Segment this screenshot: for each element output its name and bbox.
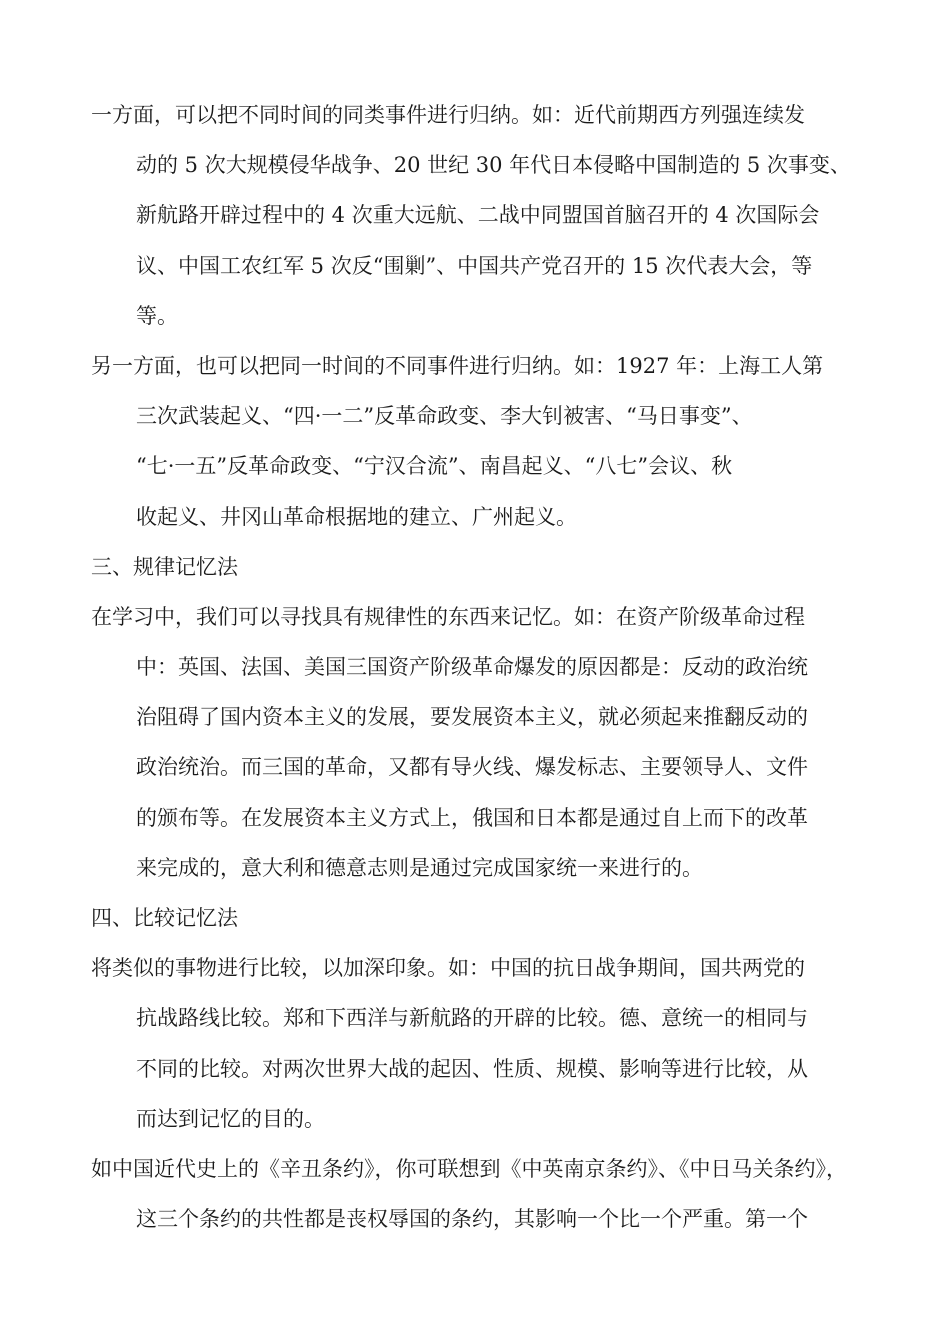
paragraph-line: “七·一五”反革命政变、“宁汉合流”、南昌起义、“八七”会议、秋	[136, 454, 733, 479]
paragraph-first-line: 如中国近代史上的《辛丑条约》，你可联想到《中英南京条约》、《中日马关条约》，	[91, 1156, 847, 1181]
paragraph-first-line: 在学习中，我们可以寻找具有规律性的东西来记忆。如：在资产阶级革命过程	[91, 604, 805, 629]
paragraph	[91, 341, 861, 542]
paragraph-line: 不同的比较。对两次世界大战的起因、性质、规模、影响等进行比较，从	[136, 1056, 808, 1081]
paragraph-line: 议、中国工农红军 5 次反“围剿”、中国共产党召开的 15 次代表大会，等	[136, 253, 813, 278]
paragraph-first-line: 三、规律记忆法	[91, 554, 238, 579]
paragraph-line: 抗战路线比较。郑和下西洋与新航路的开辟的比较。德、意统一的相同与	[136, 1006, 808, 1031]
paragraph	[91, 90, 861, 341]
paragraph-first-line: 一方面，可以把不同时间的同类事件进行归纳。如：近代前期西方列强连续发	[91, 103, 805, 127]
paragraph-line: 等。	[136, 303, 178, 328]
paragraph-first-line: 将类似的事物进行比较，以加深印象。如：中国的抗日战争期间，国共两党的	[91, 956, 805, 981]
paragraph-line: 来完成的，意大利和德意志则是通过完成国家统一来进行的。	[136, 855, 703, 880]
paragraph-first-line: 另一方面，也可以把同一时间的不同事件进行归纳。如：1927 年：上海工人第	[91, 353, 824, 378]
paragraph-line: 中：英国、法国、美国三国资产阶级革命爆发的原因都是：反动的政治统	[136, 655, 808, 680]
paragraph	[91, 1144, 861, 1244]
paragraph	[91, 893, 861, 943]
paragraph-line: 三次武装起义、“四·一二”反革命政变、李大钊被害、“马日事变”、	[136, 404, 753, 429]
paragraph	[91, 592, 861, 893]
paragraph-line: 新航路开辟过程中的 4 次重大远航、二战中同盟国首脑召开的 4 次国际会	[136, 203, 820, 228]
paragraph-line: 治阻碍了国内资本主义的发展，要发展资本主义，就必须起来推翻反动的	[136, 705, 808, 730]
paragraph	[91, 542, 861, 592]
paragraph-line: 收起义、井冈山革命根据地的建立、广州起义。	[136, 504, 577, 529]
paragraph	[91, 943, 861, 1144]
paragraph-line: 的颁布等。在发展资本主义方式上，俄国和日本都是通过自上而下的改革	[136, 805, 808, 830]
paragraph-line: 动的 5 次大规模侵华战争、20 世纪 30 年代日本侵略中国制造的 5 次事变、	[136, 153, 851, 178]
paragraph-line: 这三个条约的共性都是丧权辱国的条约，其影响一个比一个严重。第一个	[136, 1207, 808, 1232]
paragraph-line: 政治统治。而三国的革命，又都有导火线、爆发标志、主要领导人、文件	[136, 755, 808, 780]
document-page	[91, 90, 861, 1244]
paragraph-line: 而达到记忆的目的。	[136, 1106, 325, 1131]
paragraph-first-line: 四、比较记忆法	[91, 906, 238, 930]
